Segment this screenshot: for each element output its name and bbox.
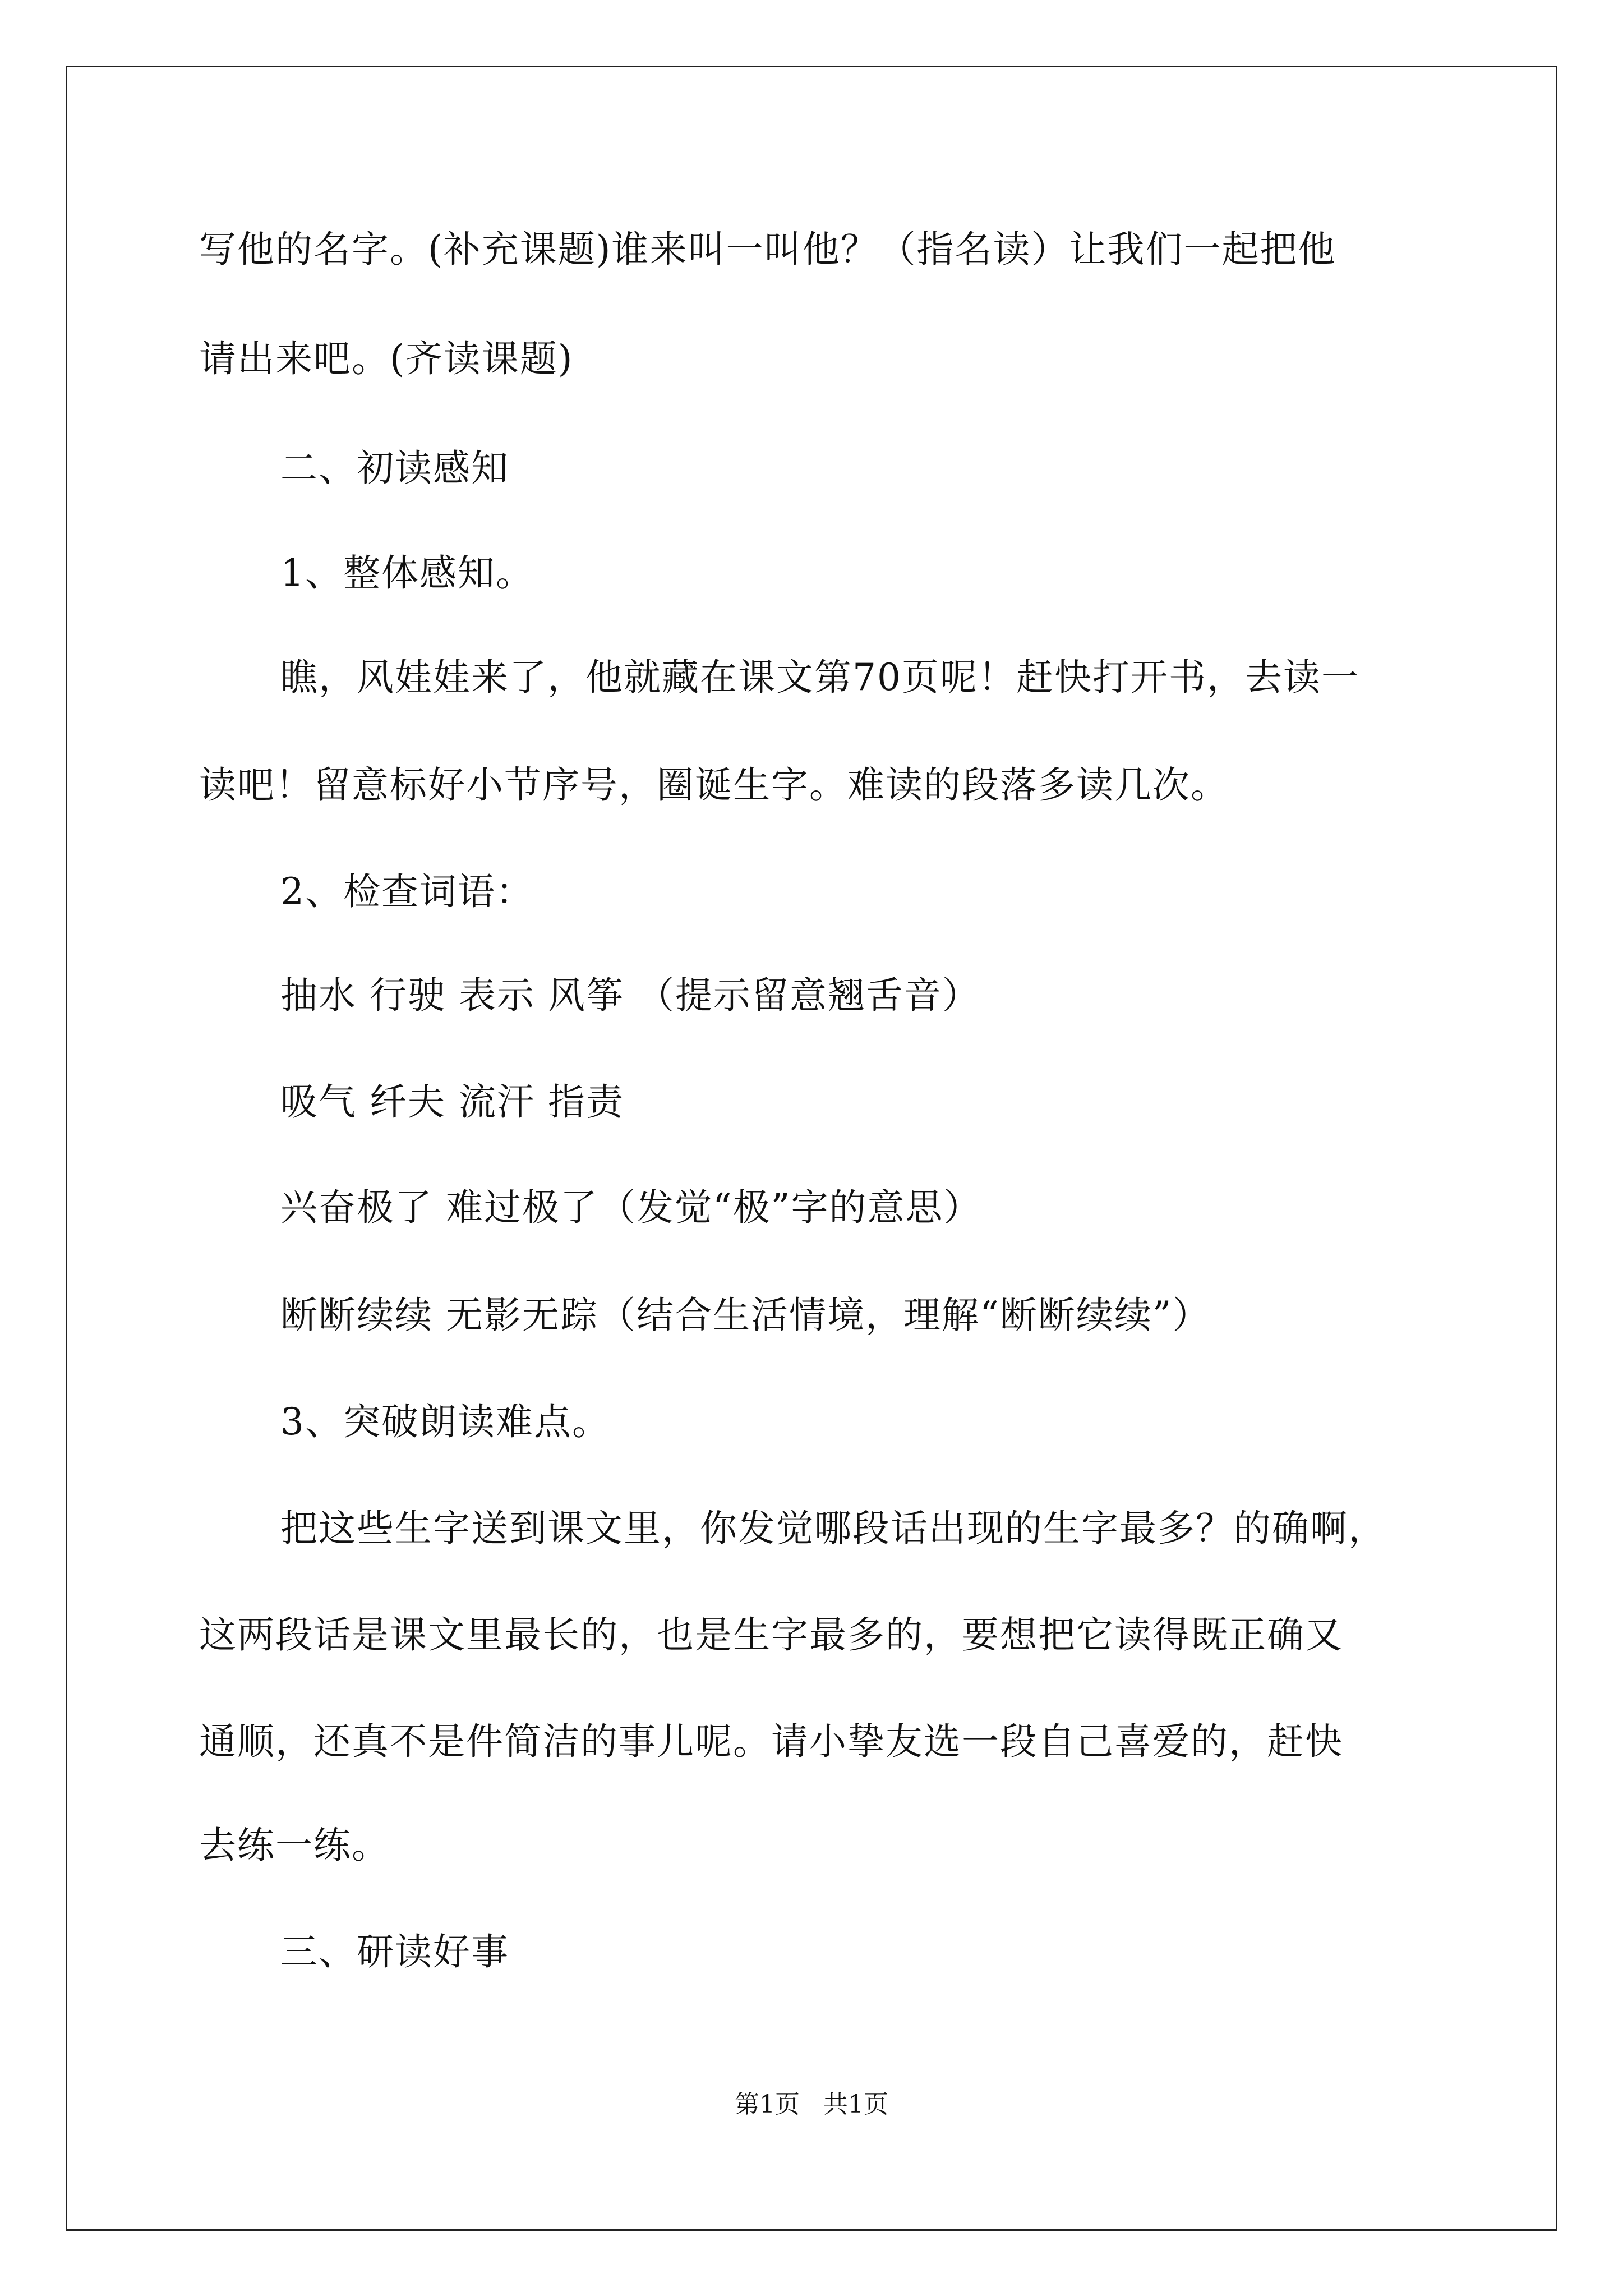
section-heading: 二、初读感知 [280,447,509,490]
vocabulary-line: 断断续续 无影无踪（结合生活情境，理解“断断续续”） [280,1294,1211,1337]
body-text-line: 这两段话是课文里最长的，也是生字最多的，要想把它读得既正确又 [199,1613,1343,1657]
subsection-heading: 1、整体感知。 [280,551,534,595]
body-text-line: 去练一练。 [199,1824,390,1867]
subsection-heading: 3、突破朗读难点。 [280,1400,610,1443]
body-text-line: 写他的名字。(补充课题)谁来叫一叫他？（指名读）让我们一起把他 [199,228,1336,271]
body-text-line: 通顺，还真不是件简洁的事儿呢。请小挚友选一段自己喜爱的，赶快 [199,1720,1343,1763]
body-text-line: 瞧，风娃娃来了，他就藏在课文第70页呢！赶快打开书，去读一 [280,656,1359,699]
body-text-line: 请出来吧。(齐读课题) [199,337,574,380]
body-text-line: 把这些生字送到课文里，你发觉哪段话出现的生字最多？的确啊， [280,1507,1386,1550]
section-heading: 三、研读好事 [280,1930,509,1973]
page-border [66,66,1557,2231]
body-text-line: 读吧！留意标好小节序号，圈诞生字。难读的段落多读几次。 [199,763,1229,807]
vocabulary-line: 兴奋极了 难过极了（发觉“极”字的意思） [280,1186,982,1229]
vocabulary-line: 抽水 行驶 表示 风筝 （提示留意翘舌音） [280,974,980,1017]
vocabulary-line: 吸气 纤夫 流汗 指责 [280,1080,624,1124]
page-footer: 第1页 共1页 [735,2090,888,2119]
subsection-heading: 2、检查词语： [280,870,534,913]
